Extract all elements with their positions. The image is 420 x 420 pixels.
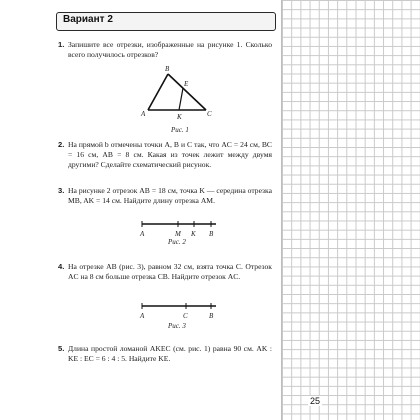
segment-ke [179, 88, 183, 110]
segment-ab [148, 74, 168, 110]
task-3 [60, 186, 272, 206]
task-number: 5. [58, 344, 65, 353]
graph-paper-grid [282, 0, 420, 420]
figure-1-triangle [138, 62, 218, 124]
point-label-a: A [141, 110, 146, 118]
task-4 [60, 262, 272, 282]
variant-title: Вариант 2 [63, 14, 113, 25]
task-text: Длина простой ломаной AKEC (см. рис. 1) равна 90 см. AK : KE : EC = 6 : 4 : 5. Найдите KE. [68, 344, 272, 364]
task-number: 3. [58, 186, 65, 195]
task-5 [60, 344, 272, 364]
task-1 [60, 40, 272, 60]
point-label-c: C [183, 312, 188, 320]
figure-3-caption: Рис. 3 [168, 322, 186, 330]
point-label-k: K [191, 230, 196, 238]
point-label-k: K [177, 113, 182, 121]
task-text: Запишите все отрезки, изображенные на рисунке 1. Сколько всего получилось отрезков? [68, 40, 272, 60]
task-text: На прямой b отмечены точки A, B и C так, что AC = 24 см, BC = 16 см, AB = 8 см. Какая из точек лежит между двумя другими? Сделайте схематический рисунок. [68, 140, 272, 170]
variant-header [56, 12, 276, 31]
task-number: 1. [58, 40, 65, 49]
point-label-e: E [184, 80, 189, 88]
point-label-c: C [207, 110, 212, 118]
point-label-a: A [140, 230, 145, 238]
task-text: На отрезке AB (рис. 3), равном 32 см, взята точка C. Отрезок AC на 8 см больше отрезка CB. Найдите отрезок AC. [68, 262, 272, 282]
point-label-b: B [209, 312, 214, 320]
point-label-a: A [140, 312, 145, 320]
page-number: 25 [310, 396, 321, 406]
figure-1-caption: Рис. 1 [171, 126, 189, 134]
point-label-b: B [165, 65, 170, 73]
task-text: На рисунке 2 отрезок AB = 18 см, точка K — середина отрезка MB, AK = 14 см. Найдите длину отрезка AM. [68, 186, 272, 206]
figure-2-caption: Рис. 2 [168, 238, 186, 246]
task-number: 4. [58, 262, 65, 271]
task-2 [60, 140, 272, 171]
figure-3-segment [138, 298, 220, 322]
point-label-m: M [175, 230, 181, 238]
task-number: 2. [58, 140, 65, 149]
point-label-b: B [209, 230, 214, 238]
figure-2-segment [138, 216, 220, 240]
